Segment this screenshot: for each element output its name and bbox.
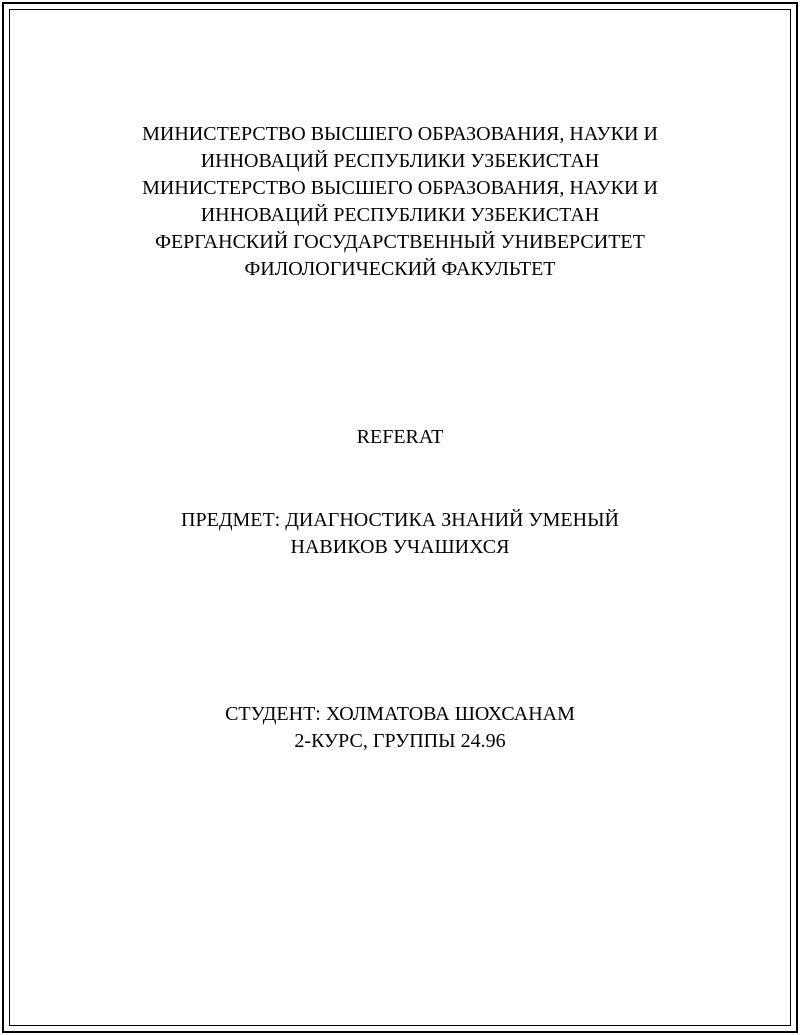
institution-header: [0, 121, 800, 283]
document-type-label: REFERAT: [356, 426, 444, 448]
header-line: ФИЛОЛОГИЧЕСКИЙ ФАКУЛЬТЕТ: [244, 258, 556, 280]
student-name: СТУДЕНТ: ХОЛМАТОВА ШОХСАНАМ: [225, 703, 575, 725]
header-line: ФЕРГАНСКИЙ ГОСУДАРСТВЕННЫЙ УНИВЕРСИТЕТ: [155, 231, 645, 253]
document-type: [0, 424, 800, 451]
header-line: ИННОВАЦИЙ РЕСПУБЛИКИ УЗБЕКИСТАН: [200, 150, 600, 172]
student-section: [0, 701, 800, 755]
subject-line: ПРЕДМЕТ: ДИАГНОСТИКА ЗНАНИЙ УМЕНЫЙ: [181, 509, 619, 531]
student-group: 2-КУРС, ГРУППЫ 24.96: [294, 730, 506, 752]
header-line: МИНИСТЕРСТВО ВЫСШЕГО ОБРАЗОВАНИЯ, НАУКИ И: [142, 123, 658, 145]
subject-line: НАВИКОВ УЧАШИХСЯ: [290, 536, 510, 558]
header-line: МИНИСТЕРСТВО ВЫСШЕГО ОБРАЗОВАНИЯ, НАУКИ И: [142, 177, 658, 199]
header-line: ИННОВАЦИЙ РЕСПУБЛИКИ УЗБЕКИСТАН: [200, 204, 600, 226]
subject-section: [0, 507, 800, 561]
